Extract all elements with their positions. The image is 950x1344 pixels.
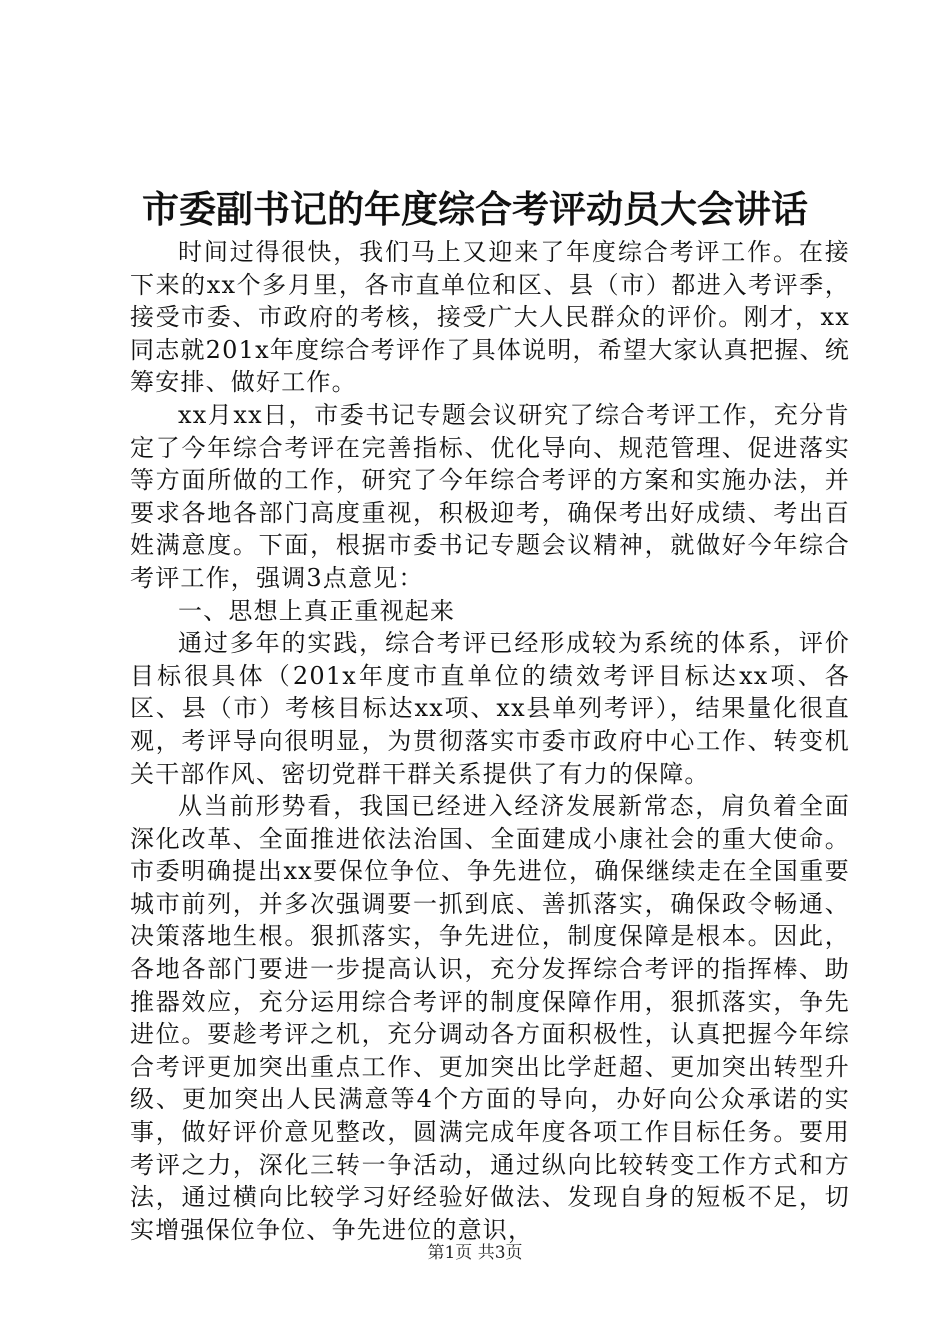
document-title: 市委副书记的年度综合考评动员大会讲话 [142,187,808,231]
page-footer: 第1页 共3页 [427,1243,523,1263]
section-heading-1: 一、思想上真正重视起来 [178,596,456,625]
paragraph-situation: 从当前形势看，我国已经进入经济发展新常态，肩负着全面深化改革、全面推进依法治国、全面建成小康社会的重大使命。市委明确提出xx要保位争位、争先进位，确保继续走在全国重要城市前列，并多次强调要一抓到底、善抓落实，确保政令畅通、决策落地生根。狠抓落实，争先进位，制度保障是根本。因此，各地各部门要进一步提高认识，充分发挥综合考评的指挥棒、助推器效应，充分运用综合考评的制度保障作用，狠抓落实，争先进位。要趁考评之机，充分调动各方面积极性，认真把握今年综合考评更加突出重点工作、更加突出比学赶超、更加突出转型升级、更加突出人民满意等4个方面的导向，办好向公众承诺的实事，做好评价意见整改，圆满完成年度各项工作目标任务。要用考评之力，深化三转一争活动，通过纵向比较转变工作方式和方法，通过横向比较学习好经验好做法、发现自身的短板不足，切实增强保位争位、争先进位的意识， [130,792,850,1244]
document-body [130,236,850,1246]
paragraph-practice: 通过多年的实践，综合考评已经形成较为系统的体系，评价目标很具体（201x年度市直单位的绩效考评目标达xx项、各区、县（市）考核目标达xx项、xx县单列考评），结果量化很直观，考评导向很明显，为贯彻落实市委市政府中心工作、转变机关干部作风、密切党群干群关系提供了有力的保障。 [130,629,850,788]
paragraph-intro: 时间过得很快，我们马上又迎来了年度综合考评工作。在接下来的xx个多月里，各市直单位和区、县（市）都进入考评季，接受市委、市政府的考核，接受广大人民群众的评价。刚才，xx同志就201x年度综合考评作了具体说明，希望大家认真把握、统筹安排、做好工作。 [130,238,850,397]
paragraph-meeting: xx月xx日，市委书记专题会议研究了综合考评工作，充分肯定了今年综合考评在完善指标、优化导向、规范管理、促进落实等方面所做的工作，研究了今年综合考评的方案和实施办法，并要求各地各部门高度重视，积极迎考，确保考出好成绩、考出百姓满意度。下面，根据市委书记专题会议精神，就做好今年综合考评工作，强调3点意见： [130,400,850,592]
